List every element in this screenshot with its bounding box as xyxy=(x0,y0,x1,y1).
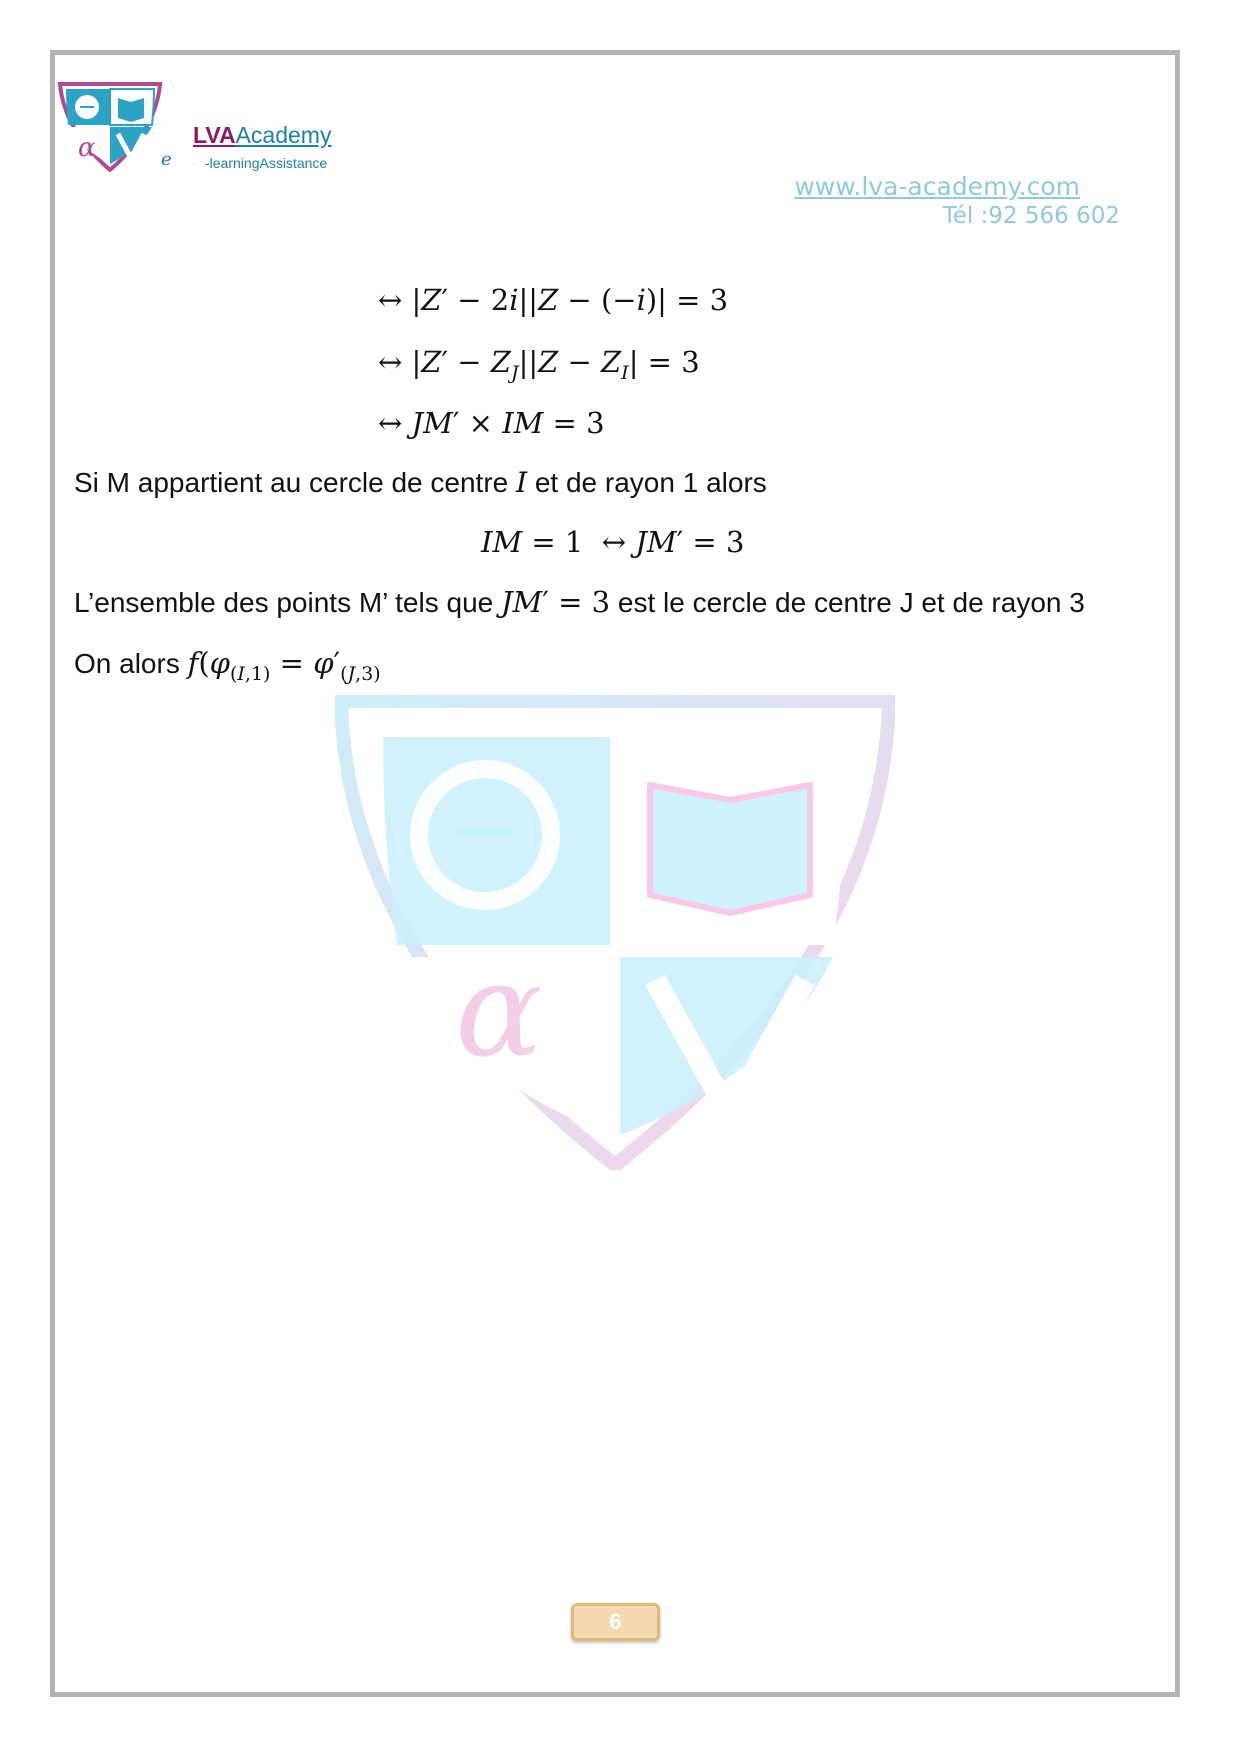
brand-tagline: -learningAssistance xyxy=(205,155,328,171)
equation-3: ↔ JM′ × IM = 3 xyxy=(378,406,605,440)
paragraph-circle-condition: Si M appartient au cercle de centre I et de rayon 1 alors xyxy=(74,466,767,499)
equation-2: ↔ $|Z' - Z_J||Z - Z_I| = 3$ xyxy=(378,345,700,384)
equation-centered: IM = 1 ↔ JM′ = 3 xyxy=(481,525,745,559)
paragraph-conclusion: On alors $f(\varphi_{(I,1)} = \varphi'_{(J,3)}$ xyxy=(74,646,381,685)
brand-name[interactable] xyxy=(193,122,331,148)
page-number: 6 xyxy=(571,1603,660,1641)
svg-text:α: α xyxy=(455,934,543,1086)
paragraph-ensemble: L’ensemble des points M’ tels que JM′ = 3 est le cercle de centre J et de rayon 3 xyxy=(74,585,1085,619)
brand-academy: Academy xyxy=(235,122,332,148)
website-link[interactable]: www.lva-academy.com xyxy=(794,172,1080,201)
brand-lva: LVA xyxy=(193,122,236,148)
svg-text:α: α xyxy=(78,133,96,163)
phone-number: Tél :92 566 602 xyxy=(942,203,1120,229)
equation-1: ↔ |Z′ − 2i||Z − (−i)| = 3 xyxy=(378,283,729,317)
brand-e: e xyxy=(161,149,172,170)
lva-academy-logo xyxy=(56,80,164,172)
watermark-logo xyxy=(335,695,895,1170)
